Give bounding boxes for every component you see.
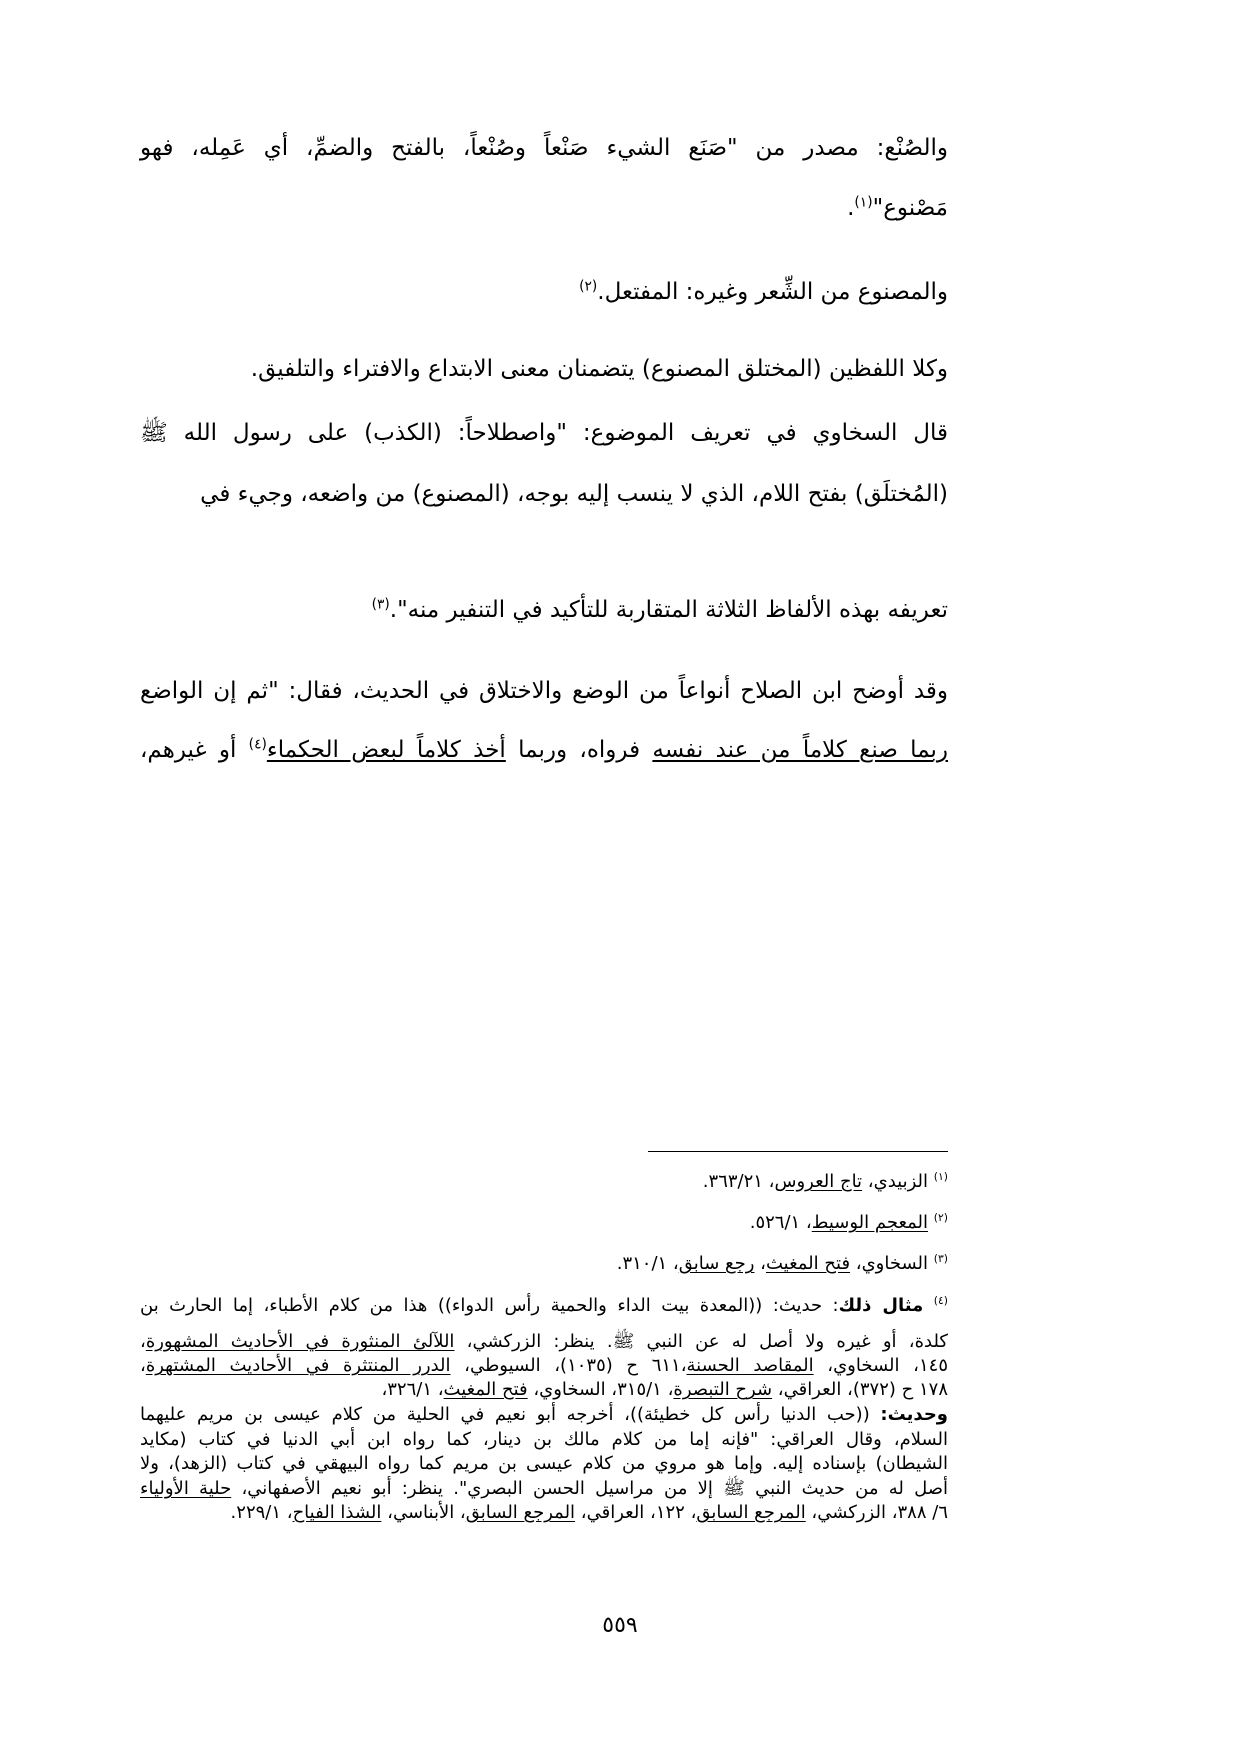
book-title: شرح التبصرة <box>673 1379 773 1400</box>
text-run: ،٦١١ ح (١٠٣٥)، السيوطي، <box>450 1355 687 1376</box>
footnote-4-line <box>140 1295 948 1317</box>
text-run: مَصْنوع" <box>872 195 948 221</box>
underlined-text: ربما صنع كلاماً من عند نفسه <box>652 737 948 763</box>
footnote-4-line <box>140 1379 948 1401</box>
footnote-1 <box>140 1171 948 1193</box>
bold-label: وحديث: <box>880 1404 948 1425</box>
book-title: فتح المغيث <box>765 1253 851 1274</box>
text-run: ١٧٨ ح (٣٧٢)، العراقي، <box>772 1379 948 1400</box>
text-run: فرواه، وربما <box>505 737 653 763</box>
book-title: حلية الأولياء <box>140 1478 232 1499</box>
book-title: المرجع السابق <box>465 1502 576 1523</box>
text-run: أصل له من حديث النبي ﷺ إلا من مراسيل الحسن البصري". ينظر: أبو نعيم الأصفهاني، <box>231 1478 948 1499</box>
footnote-separator <box>648 1151 948 1152</box>
body-line <box>140 595 948 625</box>
bold-label: مثال ذلك <box>838 1295 924 1316</box>
book-title: رجع سابق <box>678 1253 755 1274</box>
footnote-3 <box>140 1253 948 1275</box>
footnote-ref: (٢) <box>579 278 598 295</box>
text-run: أو غيرهم، <box>140 737 249 763</box>
footnote-ref: (٤) <box>248 736 267 753</box>
book-title: الشذا الفياح <box>292 1502 382 1523</box>
footnote-4-line <box>140 1355 948 1377</box>
text-run: ، <box>140 1355 146 1376</box>
text-run: الزبيدي، <box>862 1171 929 1192</box>
book-title: الدرر المنتثرة في الأحاديث المشتهرة <box>145 1355 451 1376</box>
footnote-4-line <box>140 1404 948 1426</box>
text-run: ، ٣١٠/١. <box>616 1253 679 1274</box>
text-run: ، <box>754 1253 766 1274</box>
footnote-number: (١) <box>933 1170 948 1183</box>
text-run: كلدة، أو غيره ولا أصل له عن النبي ﷺ. ينظر: الزركشي، <box>454 1331 948 1352</box>
text-run: السخاوي، <box>850 1253 929 1274</box>
page-number: ٥٥٩ <box>602 1613 638 1638</box>
text-run: ١٤٥، السخاوي، <box>813 1355 948 1376</box>
body-line: قال السخاوي في تعريف الموضوع: "واصطلاحاً: (الكذب) على رسول الله ﷺ <box>140 420 948 446</box>
body-line: وقد أوضح ابن الصلاح أنواعاً من الوضع والاختلاق في الحديث، فقال: "ثم إن الواضع <box>140 678 948 704</box>
body-line: والصُنْع: مصدر من "صَنَع الشيء صَنْعاً وصُنْعاً، بالفتح والضمِّ، أي عَمِله، فهو <box>140 135 948 161</box>
text-run: ((حب الدنيا رأس كل خطيئة))، أخرجه أبو نعيم في الحلية من كلام عيسى بن مريم عليهما <box>140 1404 881 1425</box>
text-run: ، ٢٢٩/١. <box>230 1502 293 1523</box>
text-run: ، ٣١٥/١، السخاوي، <box>527 1379 674 1400</box>
footnote-number: (٣) <box>933 1252 948 1265</box>
footnote-4-line: السلام، وقال العراقي: "فإنه إما من كلام مالك بن دينار، كما رواه ابن أبي الدنيا في كتاب (مكايد <box>140 1429 948 1450</box>
footnote-2 <box>140 1212 948 1234</box>
text-run: ، ٣٢٦/١، <box>381 1379 444 1400</box>
book-title: فتح المغيث <box>443 1379 528 1400</box>
book-title: المعجم الوسيط <box>811 1212 929 1233</box>
book-title: المقاصد الحسنة <box>686 1355 814 1376</box>
footnote-4-line <box>140 1331 948 1353</box>
text-run: ، ٣٦٣/٢١. <box>702 1171 775 1192</box>
book-title: تاج العروس <box>774 1171 863 1192</box>
text-run: ، الأبناسي، <box>381 1502 466 1523</box>
text-run: ، ١٢٢، العراقي، <box>575 1502 697 1523</box>
text-run: . <box>847 195 855 221</box>
footnote-number: (٤) <box>933 1294 948 1307</box>
body-line: (المُختلَق) بفتح اللام، الذي لا ينسب إليه بوجه، (المصنوع) من واضعه، وجيء في <box>200 481 948 507</box>
text-run: ، ٥٢٦/١. <box>749 1212 812 1233</box>
underlined-text: أخذ كلاماً لبعض الحكماء <box>266 737 506 763</box>
body-line <box>140 277 948 307</box>
footnote-ref: (٣) <box>371 596 390 613</box>
text-run: ٦/ ٣٨٨، الزركشي، <box>805 1502 948 1523</box>
book-title: المرجع السابق <box>696 1502 806 1523</box>
text-run: تعريفه بهذه الألفاظ الثلاثة المتقاربة للتأكيد في التنفير منه". <box>389 597 948 623</box>
footnote-4-line: الشيطان) بإسناده إليه. وإما هو مروي من كلام عيسى بن مريم كما رواه البيهقي في كتاب (الزهد)، ولا <box>140 1453 948 1474</box>
text-run: والمصنوع من الشِّعر وغيره: المفتعل. <box>597 279 948 305</box>
body-line <box>140 735 948 765</box>
book-title: اللآلئ المنثورة في الأحاديث المشهورة <box>145 1331 455 1352</box>
footnote-ref: (١) <box>854 194 873 211</box>
body-line <box>140 193 948 223</box>
body-line: وكلا اللفظين (المختلق المصنوع) يتضمنان معنى الابتداع والافتراء والتلفيق. <box>250 356 948 382</box>
text-run: : حديث: ((المعدة بيت الداء والحمية رأس الدواء)) هذا من كلام الأطباء، إما الحارث بن <box>140 1295 839 1316</box>
footnote-4-line <box>140 1478 948 1500</box>
footnote-number: (٢) <box>933 1211 948 1224</box>
text-run: ، <box>140 1331 146 1352</box>
footnote-4-line <box>140 1502 948 1524</box>
